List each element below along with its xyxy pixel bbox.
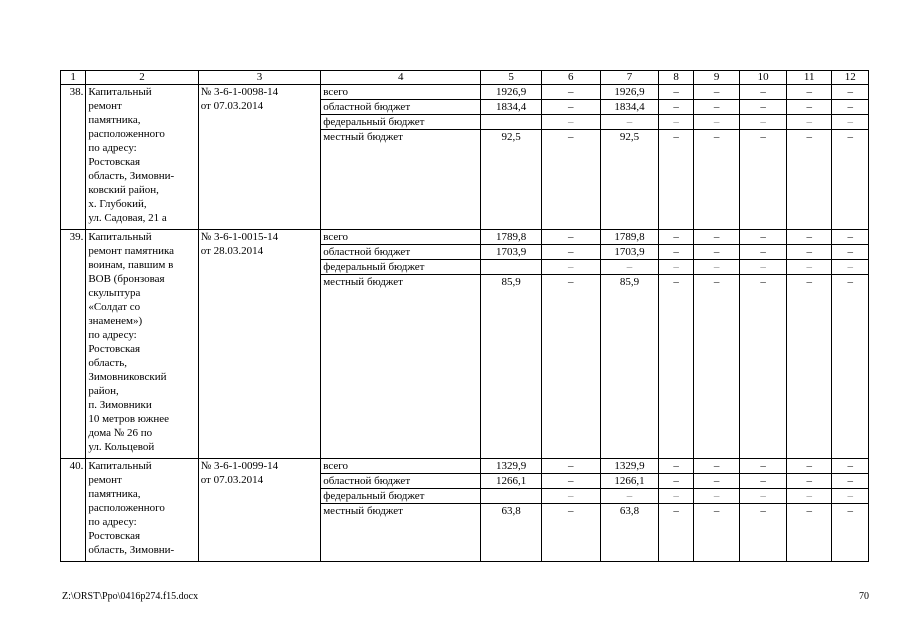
value-cell: 63,8 (600, 504, 659, 562)
value-cell (481, 260, 542, 275)
value-cell: – (786, 245, 832, 260)
description-line: ул. Садовая, 21 а (88, 212, 167, 224)
value-cell: – (659, 260, 693, 275)
description-line: ремонт памятника (88, 245, 175, 257)
description-line: по адресу: (88, 329, 137, 341)
description-line: «Солдат со (88, 301, 141, 313)
column-header: 6 (541, 71, 600, 85)
value-cell: – (600, 115, 659, 130)
value-cell: 92,5 (600, 130, 659, 230)
description-line: область, Зимовни- (88, 170, 175, 182)
value-cell: 92,5 (481, 130, 542, 230)
column-header: 8 (659, 71, 693, 85)
description-line: район, (88, 385, 119, 397)
description-line: ремонт (88, 100, 122, 112)
column-header: 1 (61, 71, 86, 85)
value-cell: 1789,8 (481, 230, 542, 245)
value-cell: – (740, 489, 787, 504)
entry-number: 38. (61, 85, 86, 230)
table-row (61, 230, 869, 245)
funding-source: всего (321, 230, 481, 245)
value-cell: – (740, 504, 787, 562)
document-line: от 07.03.2014 (200, 474, 264, 486)
value-cell: – (693, 489, 740, 504)
description-line: памятника, (88, 114, 141, 126)
value-cell: – (832, 504, 869, 562)
description-line: скульптура (88, 287, 141, 299)
value-cell: – (740, 245, 787, 260)
value-cell: – (693, 504, 740, 562)
value-cell: 85,9 (481, 275, 542, 459)
description-line: знаменем») (88, 315, 143, 327)
description-line: область, Зимовни- (88, 544, 175, 556)
description-line: воинам, павшим в (88, 259, 174, 271)
entry-description (86, 459, 198, 562)
value-cell: – (786, 230, 832, 245)
page-number: 70 (859, 591, 869, 602)
value-cell: – (541, 459, 600, 474)
value-cell: – (659, 504, 693, 562)
value-cell: – (600, 489, 659, 504)
column-header: 9 (693, 71, 740, 85)
description-line: по адресу: (88, 516, 137, 528)
column-header: 4 (321, 71, 481, 85)
value-cell: – (693, 230, 740, 245)
value-cell: – (541, 100, 600, 115)
value-cell: 63,8 (481, 504, 542, 562)
value-cell: – (659, 245, 693, 260)
value-cell: – (832, 474, 869, 489)
value-cell: – (740, 459, 787, 474)
value-cell: – (659, 100, 693, 115)
value-cell: – (541, 130, 600, 230)
column-header: 3 (198, 71, 321, 85)
value-cell: – (786, 275, 832, 459)
value-cell: – (693, 275, 740, 459)
value-cell: – (786, 504, 832, 562)
value-cell: – (659, 230, 693, 245)
entry-document (198, 459, 321, 562)
value-cell: – (832, 115, 869, 130)
funding-source: федеральный бюджет (321, 115, 481, 130)
description-line: ковский район, (88, 184, 159, 196)
description-line: дома № 26 по (88, 427, 153, 439)
value-cell: 1266,1 (600, 474, 659, 489)
entry-number: 39. (61, 230, 86, 459)
description-line: по адресу: (88, 142, 137, 154)
description-line: Капитальный (88, 231, 152, 243)
description-line: ремонт (88, 474, 122, 486)
value-cell: – (541, 260, 600, 275)
value-cell: 1926,9 (481, 85, 542, 100)
column-header: 11 (786, 71, 832, 85)
table-body (61, 85, 869, 562)
funding-source: областной бюджет (321, 474, 481, 489)
description-line: Капитальный (88, 86, 152, 98)
document-line: от 28.03.2014 (200, 245, 264, 257)
value-cell: 1834,4 (481, 100, 542, 115)
value-cell: – (541, 489, 600, 504)
value-cell: – (693, 100, 740, 115)
value-cell: – (786, 115, 832, 130)
entry-document (198, 85, 321, 230)
value-cell: – (832, 260, 869, 275)
value-cell: – (659, 474, 693, 489)
value-cell: – (541, 115, 600, 130)
description-line: Ростовская (88, 530, 141, 542)
description-line: ул. Кольцевой (88, 441, 155, 453)
description-line: расположенного (88, 502, 165, 514)
description-line: п. Зимовники (88, 399, 152, 411)
description-line: х. Глубокий, (88, 198, 147, 210)
value-cell: – (541, 230, 600, 245)
description-line: памятника, (88, 488, 141, 500)
value-cell: – (541, 85, 600, 100)
value-cell: – (786, 474, 832, 489)
value-cell: – (659, 115, 693, 130)
column-header: 7 (600, 71, 659, 85)
value-cell: – (740, 230, 787, 245)
value-cell: – (541, 474, 600, 489)
value-cell: – (786, 459, 832, 474)
value-cell: – (541, 504, 600, 562)
value-cell: – (659, 85, 693, 100)
value-cell: – (693, 115, 740, 130)
value-cell: – (740, 115, 787, 130)
value-cell: – (786, 85, 832, 100)
value-cell: – (659, 275, 693, 459)
entry-number: 40. (61, 459, 86, 562)
value-cell: – (832, 459, 869, 474)
value-cell: – (659, 130, 693, 230)
funding-source: всего (321, 459, 481, 474)
value-cell: – (786, 130, 832, 230)
funding-source: федеральный бюджет (321, 489, 481, 504)
description-line: область, (88, 357, 127, 369)
value-cell: – (693, 459, 740, 474)
entry-document (198, 230, 321, 459)
value-cell: – (740, 474, 787, 489)
value-cell: – (659, 459, 693, 474)
value-cell (481, 115, 542, 130)
entry-description (86, 230, 198, 459)
document-line: № 3-6-1-0015-14 (200, 231, 279, 243)
table-row (61, 459, 869, 474)
value-cell: – (786, 100, 832, 115)
funding-source: областной бюджет (321, 100, 481, 115)
value-cell: – (541, 275, 600, 459)
column-header: 12 (832, 71, 869, 85)
value-cell: 1834,4 (600, 100, 659, 115)
description-line: ВОВ (бронзовая (88, 273, 165, 285)
description-line: Ростовская (88, 343, 141, 355)
value-cell: 1329,9 (481, 459, 542, 474)
value-cell: – (740, 85, 787, 100)
budget-table (60, 70, 869, 562)
value-cell: 1703,9 (600, 245, 659, 260)
value-cell: – (693, 85, 740, 100)
column-header: 10 (740, 71, 787, 85)
document-line: № 3-6-1-0098-14 (200, 86, 279, 98)
funding-source: федеральный бюджет (321, 260, 481, 275)
value-cell: – (740, 130, 787, 230)
header-row (61, 71, 869, 85)
value-cell (481, 489, 542, 504)
entry-description (86, 85, 198, 230)
value-cell: 85,9 (600, 275, 659, 459)
value-cell: – (832, 100, 869, 115)
column-header: 2 (86, 71, 198, 85)
value-cell: – (693, 260, 740, 275)
value-cell: – (832, 489, 869, 504)
value-cell: – (786, 489, 832, 504)
description-line: расположенного (88, 128, 165, 140)
value-cell: – (600, 260, 659, 275)
value-cell: – (832, 275, 869, 459)
value-cell: – (693, 130, 740, 230)
description-line: Капитальный (88, 460, 152, 472)
value-cell: – (832, 85, 869, 100)
value-cell: – (659, 489, 693, 504)
value-cell: – (832, 230, 869, 245)
funding-source: местный бюджет (321, 130, 481, 230)
document-line: № 3-6-1-0099-14 (200, 460, 279, 472)
value-cell: – (541, 245, 600, 260)
value-cell: 1926,9 (600, 85, 659, 100)
value-cell: – (832, 245, 869, 260)
table-row (61, 85, 869, 100)
value-cell: – (740, 260, 787, 275)
funding-source: местный бюджет (321, 504, 481, 562)
description-line: Ростовская (88, 156, 141, 168)
file-path: Z:\ORST\Ppo\0416p274.f15.docx (62, 591, 199, 602)
value-cell: – (740, 275, 787, 459)
description-line: 10 метров южнее (88, 413, 169, 425)
value-cell: – (740, 100, 787, 115)
document-line: от 07.03.2014 (200, 100, 264, 112)
description-line: Зимовниковский (88, 371, 167, 383)
value-cell: 1703,9 (481, 245, 542, 260)
value-cell: – (693, 474, 740, 489)
value-cell: 1789,8 (600, 230, 659, 245)
funding-source: всего (321, 85, 481, 100)
column-header: 5 (481, 71, 542, 85)
value-cell: – (693, 245, 740, 260)
value-cell: 1266,1 (481, 474, 542, 489)
value-cell: – (786, 260, 832, 275)
funding-source: областной бюджет (321, 245, 481, 260)
value-cell: 1329,9 (600, 459, 659, 474)
funding-source: местный бюджет (321, 275, 481, 459)
value-cell: – (832, 130, 869, 230)
